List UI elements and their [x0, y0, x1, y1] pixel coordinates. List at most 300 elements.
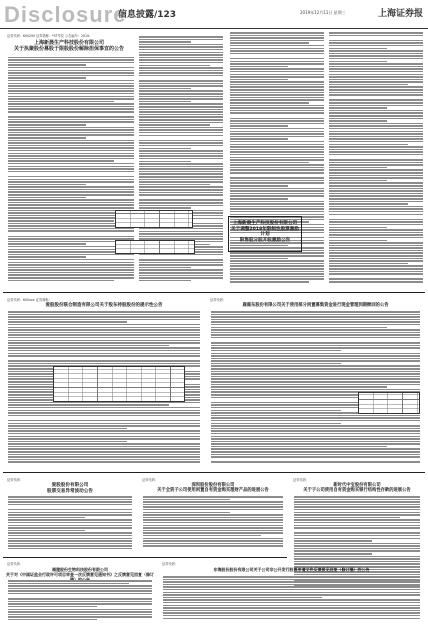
notice-4: [208, 296, 423, 468]
text-line: [139, 189, 223, 191]
text-line: [8, 147, 134, 149]
text-line: [139, 114, 223, 116]
text-line: [230, 42, 309, 44]
text-line: [139, 256, 223, 258]
text-line: [329, 214, 423, 216]
text-line: [163, 607, 420, 609]
text-line: [8, 98, 134, 100]
notice-7-code: 证券代码：: [293, 478, 309, 482]
text-line: [139, 186, 223, 188]
text-line: [8, 93, 134, 95]
text-line: [163, 586, 420, 588]
text-line: [8, 436, 200, 438]
text-line: [211, 384, 420, 386]
text-line: [143, 501, 283, 503]
text-line: [139, 132, 223, 134]
text-line: [294, 545, 420, 547]
text-line: [329, 201, 423, 203]
text-line: [211, 378, 420, 380]
text-line: [8, 525, 132, 527]
text-line: [294, 530, 420, 532]
text-line: [139, 228, 223, 230]
text-line: [211, 329, 420, 331]
text-line: [294, 538, 420, 540]
notice-1-title-line2: 关于执聚股份募股于限股股份解除担保事宜的公告: [13, 46, 124, 53]
text-line: [139, 116, 223, 118]
text-line: [329, 76, 423, 78]
text-line: [8, 137, 86, 139]
text-line: [8, 327, 200, 329]
text-line: [8, 501, 132, 503]
text-line: [329, 182, 423, 184]
text-line: [139, 119, 223, 121]
text-line: [139, 140, 223, 142]
text-line: [8, 80, 134, 82]
text-line: [8, 499, 132, 501]
text-line: [329, 250, 423, 252]
notice-3-title: 爱股股份联合制造有限公司关于股东持股股份的提示性公告: [45, 303, 163, 308]
text-line: [329, 61, 387, 63]
text-line: [139, 62, 223, 64]
text-line: [143, 519, 283, 521]
text-line: [139, 135, 223, 137]
text-line: [230, 263, 324, 265]
text-line: [230, 138, 288, 140]
text-line: [8, 176, 134, 178]
text-line: [8, 347, 200, 349]
text-line: [230, 48, 324, 50]
masthead: [0, 0, 428, 29]
text-line: [329, 221, 423, 223]
text-line: [329, 107, 387, 109]
text-line: [230, 92, 324, 94]
text-line: [8, 83, 134, 85]
text-line: [230, 63, 324, 65]
text-line: [139, 194, 223, 196]
text-line: [8, 316, 200, 318]
text-line: [230, 175, 324, 177]
text-line: [163, 599, 420, 601]
text-line: [139, 262, 223, 264]
text-line: [139, 101, 191, 103]
text-line: [211, 355, 420, 357]
text-line: [211, 311, 420, 313]
text-line: [139, 93, 223, 95]
text-line: [143, 532, 283, 534]
text-line: [329, 198, 423, 200]
text-line: [230, 188, 324, 190]
text-line: [139, 158, 223, 160]
text-line: [139, 277, 223, 279]
text-line: [8, 616, 152, 618]
text-line: [163, 584, 322, 586]
text-line: [8, 443, 200, 445]
text-line: [329, 193, 423, 195]
text-line: [230, 154, 324, 156]
text-line: [230, 61, 324, 63]
text-line: [8, 596, 152, 598]
text-line: [8, 267, 134, 269]
text-line: [230, 271, 324, 273]
text-line: [8, 538, 132, 540]
text-line: [230, 265, 324, 267]
text-line: [329, 89, 423, 91]
text-line: [8, 277, 134, 279]
text-line: [294, 519, 420, 521]
text-line: [139, 72, 223, 74]
text-line: [230, 211, 324, 213]
text-line: [211, 345, 420, 347]
text-line: [8, 171, 134, 173]
notice-5-title: [5, 483, 135, 494]
text-line: [294, 556, 420, 558]
text-line: [8, 601, 152, 603]
text-line: [329, 125, 423, 127]
notice-5: [5, 476, 135, 554]
text-line: [8, 441, 127, 443]
text-line: [211, 425, 420, 427]
text-line: [230, 255, 324, 257]
text-line: [139, 129, 223, 131]
text-line: [8, 142, 134, 144]
text-line: [329, 185, 423, 187]
notice-2-title-line3: 限售股分股开股激励公告: [239, 238, 291, 244]
text-line: [139, 39, 223, 41]
text-line: [8, 402, 200, 404]
text-line: [230, 102, 309, 104]
text-line: [8, 535, 132, 537]
text-line: [294, 535, 420, 537]
text-line: [329, 115, 423, 117]
text-line: [211, 360, 420, 362]
text-line: [139, 199, 223, 201]
text-line: [143, 538, 283, 540]
text-line: [294, 543, 420, 545]
text-line: [329, 177, 423, 179]
text-line: [8, 67, 134, 69]
text-line: [329, 273, 423, 275]
text-line: [143, 535, 261, 537]
text-line: [329, 112, 423, 114]
text-line: [230, 123, 324, 125]
text-line: [329, 271, 423, 273]
text-line: [8, 585, 152, 587]
text-line: [294, 517, 400, 519]
text-line: [8, 153, 134, 155]
text-line: [329, 105, 423, 107]
notice-7-title-line2: 关于子公司使用自有资金购买银行结构性存款的进展公告: [303, 488, 411, 494]
text-line: [8, 150, 134, 152]
text-line: [8, 140, 134, 142]
text-line: [8, 532, 132, 534]
text-line: [329, 151, 423, 153]
text-line: [8, 124, 86, 126]
text-line: [139, 124, 210, 126]
text-line: [230, 118, 324, 120]
text-line: [211, 441, 420, 443]
text-line: [139, 171, 223, 173]
text-line: [8, 111, 134, 113]
text-line: [329, 136, 423, 138]
text-line: [329, 164, 423, 166]
text-line: [211, 451, 420, 453]
text-line: [8, 363, 200, 365]
text-line: [139, 269, 223, 271]
text-line: [230, 159, 324, 161]
text-line: [329, 268, 423, 270]
text-line: [294, 548, 420, 550]
text-line: [8, 134, 134, 136]
text-line: [230, 136, 324, 138]
text-line: [139, 59, 223, 61]
text-line: [329, 118, 423, 120]
text-line: [230, 32, 324, 34]
notice-5-title-line2: 股票交易异常波动公告: [47, 488, 93, 494]
text-line: [329, 55, 423, 57]
text-line: [163, 592, 420, 594]
text-line: [8, 96, 134, 98]
text-line: [8, 129, 134, 131]
text-line: [230, 97, 324, 99]
text-line: [230, 260, 324, 262]
text-line: [8, 545, 132, 547]
text-line: [211, 386, 387, 388]
text-line: [8, 72, 134, 74]
text-line: [163, 605, 420, 607]
text-line: [329, 84, 408, 86]
text-line: [230, 141, 324, 143]
text-line: [8, 256, 86, 258]
text-line: [294, 504, 420, 506]
text-line: [211, 433, 420, 435]
text-line: [329, 157, 423, 159]
text-line: [8, 420, 200, 422]
text-line: [329, 188, 423, 190]
text-line: [329, 79, 423, 81]
text-line: [139, 127, 223, 129]
text-line: [329, 195, 423, 197]
text-line: [211, 456, 420, 458]
text-line: [230, 125, 288, 127]
text-line: [163, 589, 420, 591]
text-line: [139, 41, 191, 43]
text-line: [329, 211, 423, 213]
text-line: [211, 316, 420, 318]
text-line: [143, 512, 230, 514]
notice-6: [140, 476, 286, 554]
notice-1-body-col4: [329, 32, 423, 284]
text-line: [163, 602, 420, 604]
text-line: [8, 598, 152, 600]
text-line: [329, 94, 423, 96]
text-line: [329, 149, 423, 151]
text-line: [230, 273, 324, 275]
notice-1-code: 证券代码：600290 证券简称：*ST华仪 公告编号：2019-: [7, 34, 91, 38]
text-line: [139, 122, 223, 124]
text-line: [139, 280, 191, 282]
text-line: [8, 334, 200, 336]
notice-3-table: [53, 366, 185, 402]
text-line: [8, 204, 134, 206]
text-line: [329, 227, 387, 229]
text-line: [211, 340, 420, 342]
text-line: [211, 347, 420, 349]
text-line: [329, 154, 423, 156]
text-line: [8, 132, 134, 134]
text-line: [230, 167, 324, 169]
notice-4-code: 证券代码：: [210, 298, 226, 302]
text-line: [143, 530, 283, 532]
text-line: [139, 202, 223, 204]
text-line: [8, 506, 132, 508]
text-line: [329, 66, 423, 68]
text-line: [230, 157, 324, 159]
text-line: [8, 606, 97, 608]
text-line: [230, 180, 324, 182]
text-line: [329, 203, 408, 205]
text-line: [211, 436, 420, 438]
text-line: [8, 127, 134, 129]
text-line: [143, 525, 283, 527]
text-line: [8, 430, 200, 432]
text-line: [139, 181, 223, 183]
text-line: [139, 176, 223, 178]
text-line: [163, 597, 322, 599]
text-line: [8, 236, 134, 238]
text-line: [8, 496, 132, 498]
text-line: [211, 389, 420, 391]
text-line: [139, 106, 223, 108]
text-line: [139, 267, 191, 269]
text-line: [294, 514, 420, 516]
text-line: [230, 107, 324, 109]
text-line: [8, 88, 134, 90]
text-line: [139, 80, 223, 82]
text-line: [8, 90, 134, 92]
text-line: [139, 259, 223, 261]
text-line: [139, 272, 223, 274]
text-line: [139, 70, 223, 72]
text-line: [211, 327, 387, 329]
text-line: [8, 160, 114, 162]
text-line: [139, 153, 223, 155]
text-line: [294, 532, 420, 534]
text-line: [8, 342, 200, 344]
notice-6-code: 证券代码：: [142, 478, 158, 482]
text-line: [8, 64, 86, 66]
text-line: [329, 206, 423, 208]
notice-6-title-line2: 关于全资子公司使用闲置自有资金购买理财产品的进展公告: [157, 488, 269, 494]
text-line: [211, 314, 420, 316]
notice-9-code: 证券代码：: [162, 562, 178, 566]
text-line: [8, 337, 200, 339]
text-line: [8, 189, 134, 191]
text-line: [163, 618, 420, 620]
text-line: [211, 365, 420, 367]
text-line: [143, 540, 283, 542]
text-line: [163, 581, 420, 583]
newspaper-name: 上海证券报: [378, 9, 424, 19]
text-line: [230, 201, 324, 203]
text-line: [8, 321, 127, 323]
text-line: [8, 407, 200, 409]
text-line: [8, 233, 134, 235]
text-line: [329, 120, 387, 122]
text-line: [230, 164, 324, 166]
text-line: [139, 111, 223, 113]
text-line: [211, 381, 420, 383]
text-line: [329, 102, 423, 104]
text-line: [8, 340, 200, 342]
notice-1-table-a: [115, 210, 193, 228]
text-line: [329, 240, 387, 242]
text-line: [230, 182, 324, 184]
text-line: [211, 350, 341, 352]
issue-date: 2019年12月11日 星期三: [300, 10, 346, 15]
text-line: [230, 94, 324, 96]
text-line: [211, 430, 420, 432]
text-line: [8, 54, 134, 56]
notice-2-title-line1: 上海新晨生产科技股份有限公司: [232, 221, 298, 226]
text-line: [329, 229, 423, 231]
text-line: [143, 522, 283, 524]
text-line: [8, 186, 134, 188]
text-line: [8, 543, 132, 545]
text-line: [8, 451, 200, 453]
text-line: [139, 78, 223, 80]
notice-8-body: [8, 580, 152, 622]
text-line: [139, 197, 223, 199]
text-line: [8, 410, 200, 412]
text-line: [329, 97, 423, 99]
text-line: [139, 96, 223, 98]
text-line: [329, 35, 423, 37]
text-line: [329, 53, 423, 55]
notice-5-code: 证券代码：: [7, 478, 23, 482]
text-line: [230, 198, 288, 200]
text-line: [139, 103, 223, 105]
text-line: [230, 58, 324, 60]
text-line: [139, 264, 223, 266]
text-line: [329, 63, 423, 65]
text-line: [329, 232, 423, 234]
text-line: [8, 527, 132, 529]
notice-8-title-line2: 关于对《中国证监会行政许可项目审查一次反馈意见通知书》之反馈意见回复（修订: [6, 572, 154, 577]
text-line: [329, 74, 423, 76]
text-line: [329, 169, 423, 171]
text-line: [230, 252, 324, 254]
text-line: [8, 456, 200, 458]
text-line: [294, 540, 372, 542]
text-line: [329, 234, 423, 236]
notice-2: [228, 216, 302, 252]
text-line: [8, 448, 200, 450]
text-line: [8, 259, 134, 261]
text-line: [329, 219, 423, 221]
text-line: [230, 128, 324, 130]
text-line: [230, 146, 324, 148]
text-line: [139, 83, 223, 85]
text-line: [211, 342, 420, 344]
text-line: [139, 65, 210, 67]
text-line: [163, 576, 420, 578]
text-line: [8, 353, 200, 355]
text-line: [329, 281, 423, 283]
text-line: [329, 58, 423, 60]
text-line: [163, 610, 420, 612]
text-line: [230, 177, 324, 179]
text-line: [8, 228, 134, 230]
